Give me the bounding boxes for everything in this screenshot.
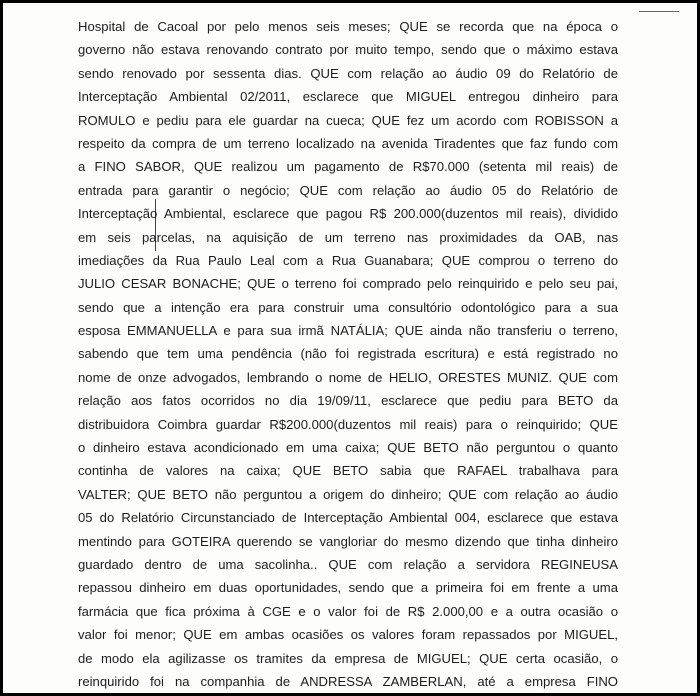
text-line: repassou dinheiro em duas oportunidades, sendo que a primeira foi em frente a uma — [78, 580, 618, 596]
text-line: em seis parcelas, na aquisição de um terreno nas proximidades da OAB, nas — [78, 229, 618, 245]
text-line: valor foi menor; QUE em ambas ocasiões os valores foram repassados por MIGUEL, — [78, 627, 618, 643]
text-line: esposa EMMANUELLA e para sua irmã NATÁLIA; QUE ainda não transferiu o terreno, — [78, 323, 618, 339]
text-line: sendo que a intenção era para construir uma consultório odontológico para a sua — [78, 299, 618, 315]
text-line: respeito da compra de um terreno localizado na avenida Tiradentes que faz fundo com — [78, 135, 618, 151]
text-line: guardado dentro de uma sacolinha.. QUE com relação a servidora REGINEUSA — [78, 556, 618, 572]
text-line: Interceptação Ambiental 02/2011, esclarece que MIGUEL entregou dinheiro para — [78, 89, 618, 105]
text-line: ROMULO e pediu para ele guardar na cueca; QUE fez um acordo com ROBISSON a — [78, 112, 618, 128]
text-line: relação aos fatos ocorridos no dia 19/09/11, esclarece que pediu para BETO da — [78, 393, 618, 409]
text-line: distribuidora Coimbra guardar R$200.000(duzentos mil reais) para o reinquirido; QUE — [78, 416, 618, 432]
text-line: VALTER; QUE BETO não perguntou a origem do dinheiro; QUE com relação ao áudio — [78, 486, 618, 502]
text-line: a FINO SABOR, QUE realizou um pagamento de R$70.000 (setenta mil reais) de — [78, 159, 618, 175]
text-line: JULIO CESAR BONACHE; QUE o terreno foi comprado pelo reinquirido e pelo seu pai, — [78, 276, 618, 292]
text-line: entrada para garantir o negócio; QUE com relação ao áudio 05 do Relatório de — [78, 182, 618, 198]
corner-mark — [639, 3, 679, 12]
text-line: governo não estava renovando contrato por muito tempo, sendo que o máximo estava — [78, 42, 618, 58]
text-line: o dinheiro estava acondicionado em uma caixa; QUE BETO não perguntou o quanto — [78, 440, 618, 456]
text-line: de modo ela agilizasse os tramites da empresa de MIGUEL; QUE certa ocasião, o — [78, 650, 618, 666]
text-line: farmácia que fica próxima à CGE e o valor foi de R$ 2.000,00 e a outra ocasião o — [78, 603, 618, 619]
text-line: nome de onze advogados, lembrando o nome de HELIO, ORESTES MUNIZ. QUE com — [78, 369, 618, 385]
document-page — [3, 3, 697, 693]
text-line: 05 do Relatório Circunstanciado de Interceptação Ambiental 004, esclarece que estava — [78, 510, 618, 526]
document-body — [78, 15, 618, 693]
text-line: sendo renovado por sessenta dias. QUE com relação ao áudio 09 do Relatório de — [78, 65, 618, 81]
text-line: Hospital de Cacoal por pelo menos seis meses; QUE se recorda que na época o — [78, 19, 618, 34]
text-line: Interceptação Ambiental, esclarece que pagou R$ 200.000(duzentos mil reais), dividido — [78, 206, 618, 222]
text-line: reinquirido foi na companhia de ANDRESSA ZAMBERLAN, até a empresa FINO — [78, 673, 618, 689]
text-line: continha de valores na caixa; QUE BETO sabia que RAFAEL trabalhava para — [78, 463, 618, 479]
text-line: imediações da Rua Paulo Leal com a Rua Guanabara; QUE comprou o terreno do — [78, 252, 618, 268]
text-line: mentindo para GOTEIRA querendo se vangloriar do mesmo dizendo que tinha dinheiro — [78, 533, 618, 549]
text-line: sabendo que tem uma pendência (não foi registrada escritura) e está registrado no — [78, 346, 618, 362]
